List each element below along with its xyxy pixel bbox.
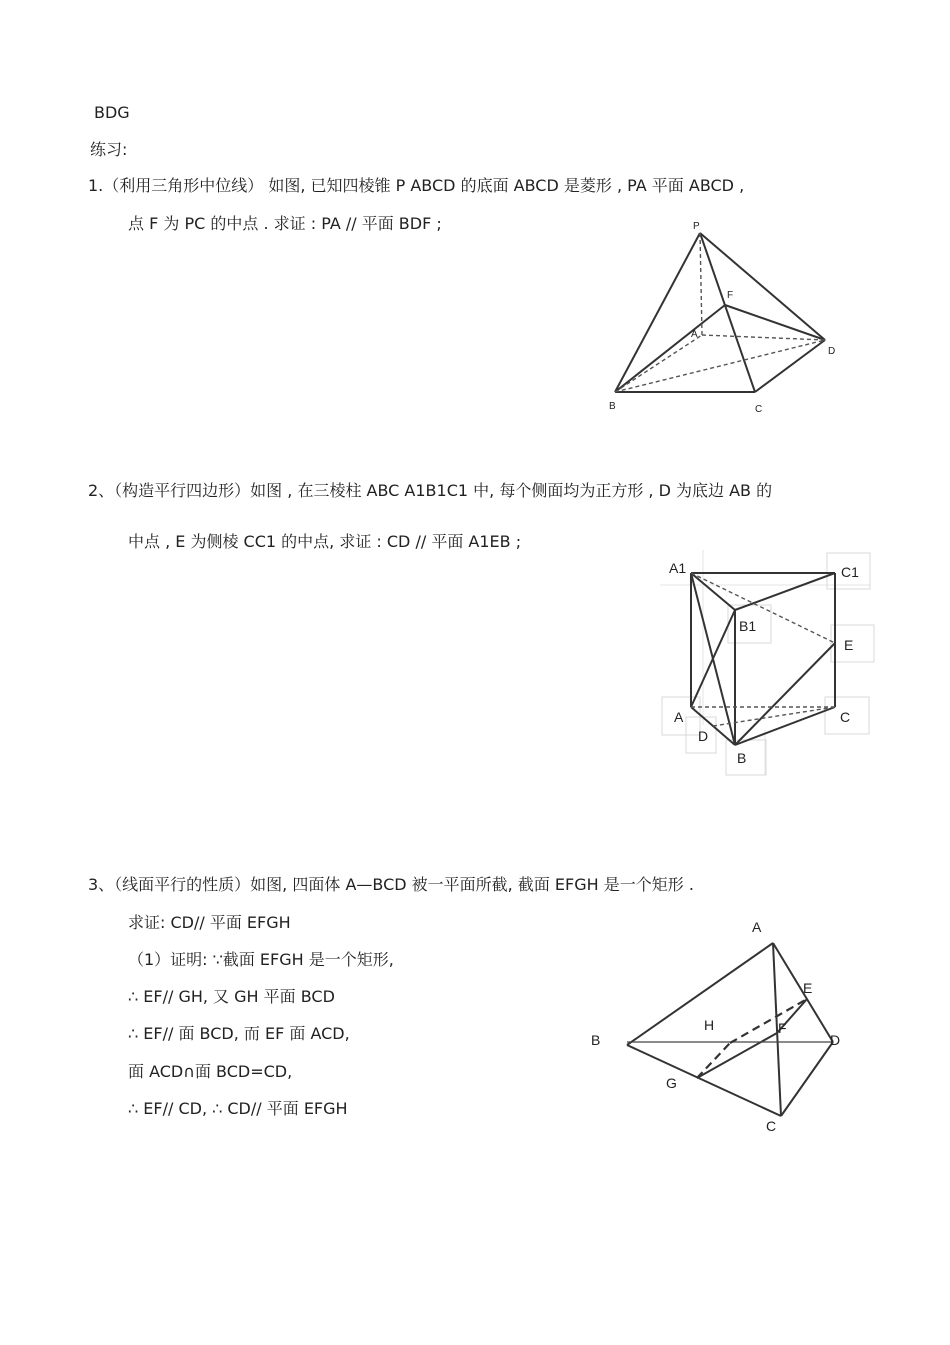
label-a: A <box>691 329 698 340</box>
edge-bc <box>627 1045 781 1116</box>
edge-ba-hidden <box>615 335 702 392</box>
edge-pa-hidden <box>700 233 702 335</box>
edge-ab <box>627 943 773 1045</box>
label-d: D <box>830 1032 841 1048</box>
label-d: D <box>828 346 836 357</box>
pyramid-figure <box>590 215 850 425</box>
label-f: F <box>727 290 734 301</box>
label-a: A <box>752 919 762 935</box>
tetrahedron-figure <box>585 915 855 1140</box>
segment-be <box>735 643 835 745</box>
label-b1: B1 <box>739 618 757 634</box>
edge-pb <box>615 233 700 392</box>
label-h: H <box>704 1017 715 1033</box>
label-g: G <box>666 1075 677 1091</box>
problem-1-statement: 1.（利用三角形中位线） 如图, 已知四棱锥 P ABCD 的底面 ABCD 是菱形 , PA 平面 ABCD , <box>88 176 745 195</box>
segment-b1a <box>691 610 735 707</box>
edge-ad-hidden <box>702 335 825 340</box>
problem-2-claim: 中点 , E 为侧棱 CC1 的中点, 求证 : CD // 平面 A1EB ; <box>128 532 522 551</box>
label-b: B <box>609 401 616 412</box>
label-b: B <box>737 750 747 766</box>
edge-a1b1 <box>691 573 735 610</box>
proof-step-5: ∴ EF// CD, ∴ CD// 平面 EFGH <box>128 1099 348 1118</box>
proof-step-4: 面 ACD∩面 BCD=CD, <box>128 1062 293 1081</box>
edge-b1c1 <box>735 573 835 610</box>
proof-step-3: ∴ EF// 面 BCD, 而 EF 面 ACD, <box>128 1024 350 1043</box>
label-c: C <box>766 1118 777 1134</box>
problem-3-statement: 3、（线面平行的性质）如图, 四面体 A—BCD 被一平面所截, 截面 EFGH 是一个矩形 . <box>88 875 694 894</box>
segment-a1e-hidden <box>691 573 835 643</box>
label-b: B <box>591 1032 601 1048</box>
exercise-heading: 练习: <box>90 140 128 159</box>
label-f: F <box>778 1020 787 1036</box>
label-p: P <box>693 221 700 232</box>
edge-bc <box>735 707 835 745</box>
label-c1: C1 <box>841 564 859 580</box>
label-d: D <box>698 728 709 744</box>
problem-1-claim: 点 F 为 PC 的中点 . 求证 : PA // 平面 BDF ; <box>128 214 442 233</box>
problem-2-statement: 2、（构造平行四边形）如图 , 在三棱柱 ABC A1B1C1 中, 每个侧面均为正方形 , D 为底边 AB 的 <box>88 481 773 500</box>
label-c: C <box>840 709 851 725</box>
intro-line-bdg: BDG <box>94 103 130 122</box>
label-e: E <box>803 980 813 996</box>
label-e: E <box>844 637 854 653</box>
edge-cd <box>781 1042 833 1116</box>
segment-he-hidden <box>730 999 807 1043</box>
label-a: A <box>674 709 684 725</box>
edge-fd <box>725 305 825 340</box>
label-a1: A1 <box>669 560 687 576</box>
proof-step-1: （1）证明: ∵截面 EFGH 是一个矩形, <box>128 950 394 969</box>
proof-step-2: ∴ EF// GH, 又 GH 平面 BCD <box>128 987 335 1006</box>
segment-gh-hidden <box>697 1043 730 1078</box>
segment-cd-hidden <box>713 707 835 726</box>
edge-cd <box>755 340 825 392</box>
problem-3-claim: 求证: CD// 平面 EFGH <box>128 913 291 932</box>
label-c: C <box>755 404 763 415</box>
prism-figure <box>655 545 885 780</box>
